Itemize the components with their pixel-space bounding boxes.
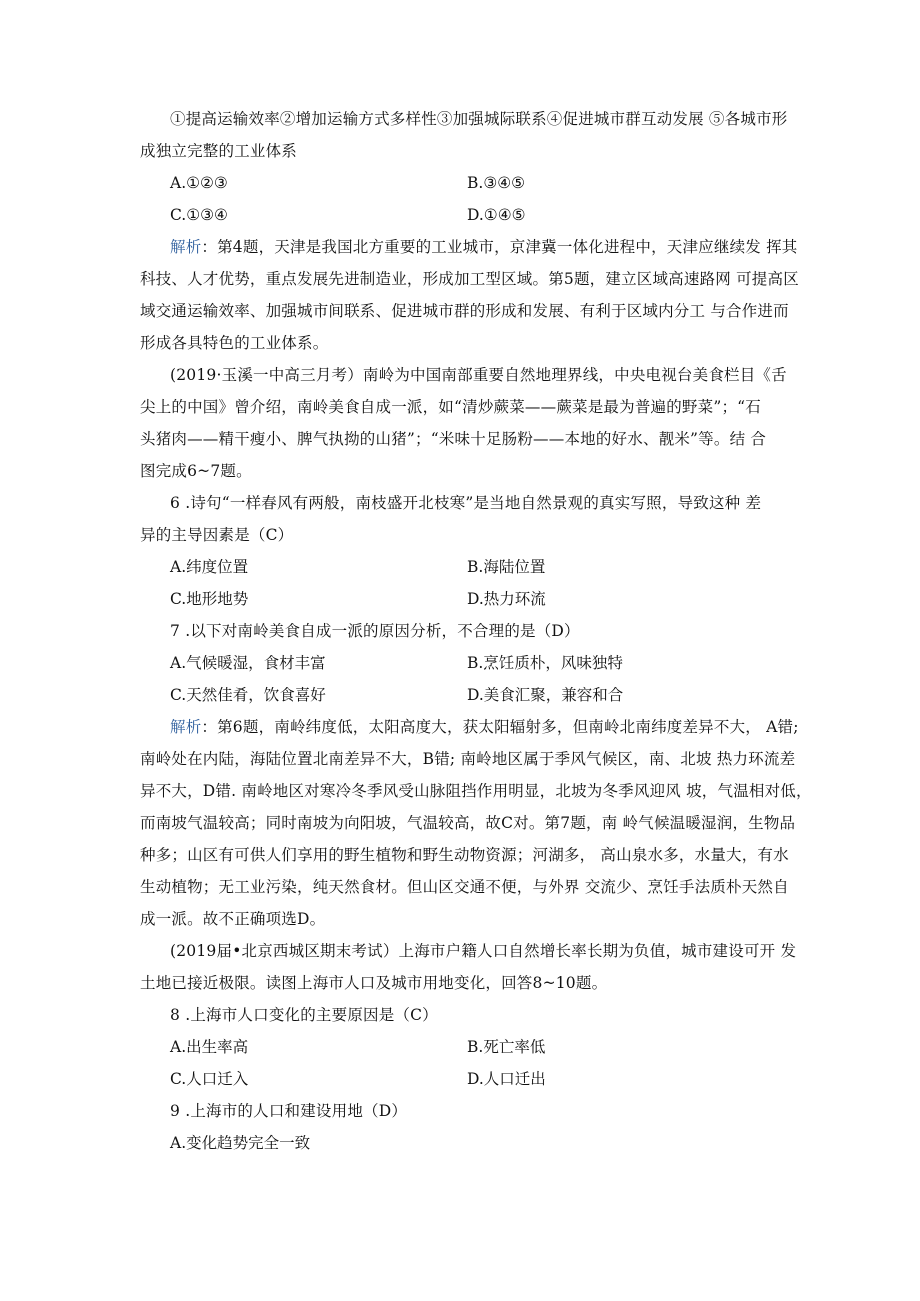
q7-option-a: A.气候暖湿，食材丰富 bbox=[170, 654, 326, 672]
analysis-1-line-2: 科技、人才优势，重点发展先进制造业，形成加工型区域。第5题，建立区域高速路网 可提高区 bbox=[140, 270, 799, 288]
analysis-2-line-5: 种多；山区有可供人们享用的野生植物和野生动物资源；河湖多， 高山泉水多，水量大，有水 bbox=[140, 846, 789, 864]
passage-2-line-2: 土地已接近极限。读图上海市人口及城市用地变化，回答8~10题。 bbox=[140, 974, 608, 992]
q7-stem: 7 .以下对南岭美食自成一派的原因分析，不合理的是（D） bbox=[170, 622, 580, 640]
analysis-2-text-1: ：第6题，南岭纬度低，太阳高度大，获太阳辐射多，但南岭北南纬度差异不大， A错; bbox=[201, 718, 799, 736]
analysis-1-line-3: 域交通运输效率、加强城市间联系、促进城市群的形成和发展、有利于区域内分工 与合作进而 bbox=[140, 302, 789, 320]
passage-2-line-1: (2019届•北京西城区期末考试）上海市户籍人口自然增长率长期为负值，城市建设可开 发 bbox=[170, 942, 797, 960]
q5-option-a: A.①②③ bbox=[170, 174, 228, 192]
q6-stem-line-2: 异的主导因素是（C） bbox=[140, 526, 294, 544]
q8-option-b: B.死亡率低 bbox=[467, 1038, 546, 1056]
q6-option-a: A.纬度位置 bbox=[170, 558, 249, 576]
analysis-2-line-6: 生动植物；无工业污染，纯天然食材。但山区交通不便，与外界 交流少、烹饪手法质朴天然自 bbox=[140, 878, 789, 896]
analysis-1-text-1: ：第4题，天津是我国北方重要的工业城市，京津冀一体化进程中，天津应继续发 挥其 bbox=[201, 238, 798, 256]
q6-stem-line-1: 6 .诗句“一样春风有两般，南枝盛开北枝寒”是当地自然景观的真实写照，导致这种 差 bbox=[170, 494, 762, 512]
analysis-2-line-3: 异不大，D错. 南岭地区对寒冷冬季风受山脉阻挡作用明显，北坡为冬季风迎风 坡，气温相对低， bbox=[140, 782, 812, 800]
passage-1-line-4: 图完成6~7题。 bbox=[140, 462, 252, 480]
analysis-2-line-2: 南岭处在内陆，海陆位置北南差异不大，B错; 南岭地区属于季风气候区，南、北坡 热力环流差 bbox=[140, 750, 796, 768]
q6-option-c: C.地形地势 bbox=[170, 590, 249, 608]
q9-option-a: A.变化趋势完全一致 bbox=[170, 1134, 311, 1152]
q8-option-a: A.出生率高 bbox=[170, 1038, 249, 1056]
analysis-2-line-4: 而南坡气温较高；同时南坡为向阳坡，气温较高，故C对。第7题，南 岭气候温暖湿润，生物品 bbox=[140, 814, 796, 832]
q7-option-b: B.烹饪质朴，风味独特 bbox=[467, 654, 623, 672]
analysis-2-line-7: 成一派。故不正确项选D。 bbox=[140, 910, 326, 928]
q5-stem-line-2: 成独立完整的工业体系 bbox=[140, 142, 298, 160]
q7-option-d: D.美食汇聚，兼容和合 bbox=[467, 686, 624, 704]
q5-option-c: C.①③④ bbox=[170, 206, 228, 224]
passage-1-line-2: 尖上的中国》曾介绍，南岭美食自成一派，如“清炒蕨菜——蕨菜是最为普遍的野菜”；“石 bbox=[140, 398, 761, 416]
q5-stem-line-1: ①提高运输效率②增加运输方式多样性③加强城际联系④促进城市群互动发展 ⑤各城市形 bbox=[170, 110, 788, 128]
q8-option-d: D.人口迁出 bbox=[467, 1070, 546, 1088]
analysis-1-line-4: 形成各具特色的工业体系。 bbox=[140, 334, 329, 352]
passage-1-line-1: (2019·玉溪一中高三月考）南岭为中国南部重要自然地理界线，中央电视台美食栏目《舌 bbox=[170, 366, 787, 384]
analysis-label: 解析 bbox=[170, 718, 202, 736]
analysis-1-line-1 bbox=[170, 237, 800, 257]
passage-1-line-3: 头猪肉——精干瘦小、脾气执拗的山猪”；“米味十足肠粉——本地的好水、靓米”等。结 合 bbox=[140, 430, 767, 448]
q8-stem: 8 .上海市人口变化的主要原因是（C） bbox=[170, 1006, 438, 1024]
q5-option-b: B.③④⑤ bbox=[467, 174, 526, 192]
q9-stem: 9 .上海市的人口和建设用地（D） bbox=[170, 1102, 408, 1120]
q6-option-b: B.海陆位置 bbox=[467, 558, 546, 576]
analysis-2-line-1 bbox=[170, 717, 800, 737]
q7-option-c: C.天然佳肴，饮食喜好 bbox=[170, 686, 326, 704]
q6-option-d: D.热力环流 bbox=[467, 590, 546, 608]
q8-option-c: C.人口迁入 bbox=[170, 1070, 249, 1088]
analysis-label: 解析 bbox=[170, 238, 202, 256]
q5-option-d: D.①④⑤ bbox=[467, 206, 526, 224]
